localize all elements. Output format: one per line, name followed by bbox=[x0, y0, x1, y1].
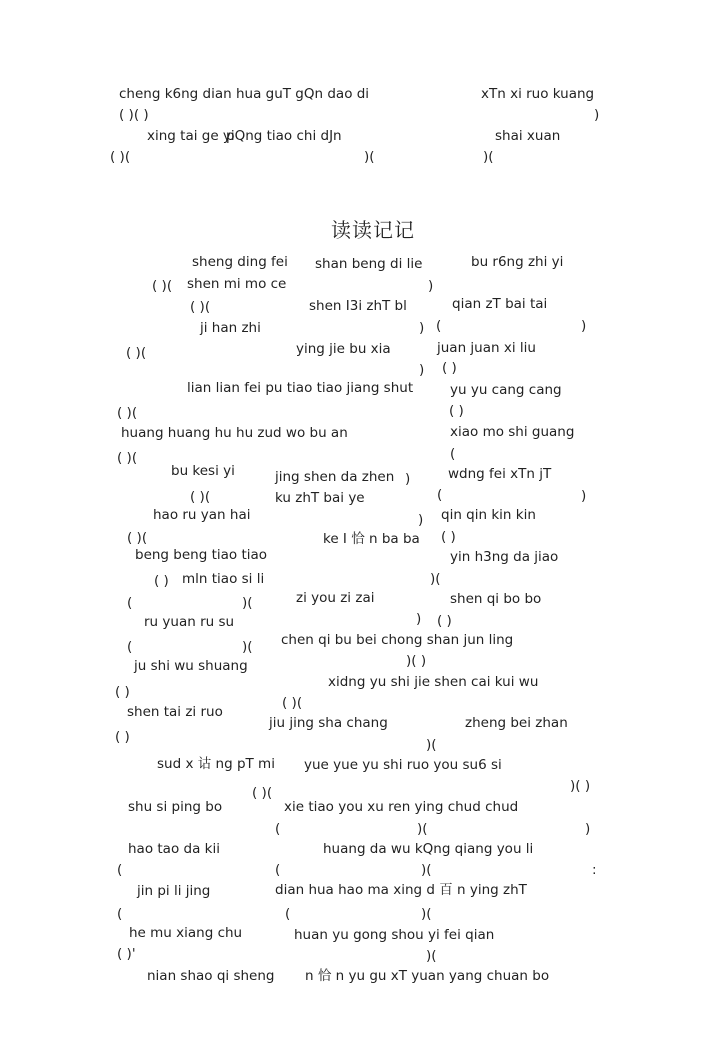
text-line: bu r6ng zhi yi bbox=[471, 254, 564, 270]
text-line: beng beng tiao tiao bbox=[135, 547, 268, 563]
text-line: huang huang hu hu zud wo bu an bbox=[121, 425, 348, 441]
text-line: zheng bei zhan bbox=[465, 715, 568, 731]
text-line: ( )( ) bbox=[119, 107, 149, 123]
text-line: ) bbox=[419, 362, 425, 378]
text-line: huang da wu kQng qiang you li bbox=[323, 841, 534, 857]
text-line: yin h3ng da jiao bbox=[450, 549, 559, 565]
text-line: ( )( bbox=[282, 695, 303, 711]
text-line: bu kesi yi bbox=[171, 463, 235, 479]
text-line: jiu jing sha chang bbox=[269, 715, 388, 731]
text-line: ( ) bbox=[154, 573, 169, 589]
text-line: shen I3i zhT bl bbox=[309, 298, 407, 314]
text-line: )( bbox=[421, 862, 432, 878]
text-line: xie tiao you xu ren ying chud chud bbox=[284, 799, 519, 815]
text-line: ( )( bbox=[190, 489, 211, 505]
text-line: )( bbox=[242, 639, 253, 655]
text-line: ( bbox=[275, 821, 281, 837]
text-line: ( ) bbox=[442, 360, 457, 376]
text-line: mln tiao si li bbox=[182, 571, 265, 587]
text-line: ( bbox=[127, 639, 133, 655]
text-line: shan beng di lie bbox=[315, 256, 423, 272]
text-line: zi you zi zai bbox=[296, 590, 375, 606]
text-line: )( ) bbox=[406, 653, 427, 669]
text-line: ) bbox=[594, 107, 600, 123]
text-line: ( )( bbox=[117, 405, 138, 421]
text-line: ( )( bbox=[117, 450, 138, 466]
text-line: he mu xiang chu bbox=[129, 925, 243, 941]
text-line: )( bbox=[430, 571, 441, 587]
text-line: )( bbox=[426, 948, 437, 964]
text-line: xing tai ge yi bbox=[147, 128, 235, 144]
text-line: : bbox=[592, 862, 597, 878]
text-line: juan juan xi liu bbox=[437, 340, 536, 356]
text-line: sud x 诂 ng pT mi bbox=[157, 756, 275, 772]
text-line: ( )( bbox=[252, 785, 273, 801]
text-line: ju shi wu shuang bbox=[134, 658, 248, 674]
text-line: dian hua hao ma xing d 百 n ying zhT bbox=[275, 882, 527, 898]
text-line: )( bbox=[417, 821, 428, 837]
text-line: ( ) bbox=[441, 529, 456, 545]
text-line: xTn xi ruo kuang bbox=[481, 86, 595, 102]
text-line: )( bbox=[426, 737, 437, 753]
text-line: ( bbox=[437, 487, 443, 503]
text-line: )( ) bbox=[570, 778, 591, 794]
text-line: ) bbox=[416, 611, 422, 627]
text-line: ) bbox=[405, 471, 411, 487]
text-line: ying jie bu xia bbox=[296, 341, 391, 357]
text-line: ) bbox=[581, 488, 587, 504]
text-line: ( ) bbox=[437, 613, 452, 629]
text-line: xiao mo shi guang bbox=[450, 424, 575, 440]
text-line: chen qi bu bei chong shan jun ling bbox=[281, 632, 514, 648]
text-line: hao ru yan hai bbox=[153, 507, 251, 523]
text-line: ( bbox=[436, 318, 442, 334]
text-line: ( )( bbox=[190, 299, 211, 315]
text-line: yue yue yu shi ruo you su6 si bbox=[304, 757, 502, 773]
text-line: shen tai zi ruo bbox=[127, 704, 223, 720]
text-line: ) bbox=[428, 278, 434, 294]
text-line: qin qin kin kin bbox=[441, 507, 536, 523]
text-line: ( ) bbox=[115, 684, 130, 700]
text-line: ( bbox=[450, 446, 456, 462]
text-line: ( )' bbox=[117, 946, 136, 962]
text-line: jin pi li jing bbox=[137, 883, 211, 899]
text-line: ( ) bbox=[115, 729, 130, 745]
text-line: )( bbox=[242, 595, 253, 611]
text-line: ( bbox=[117, 862, 123, 878]
text-line: ru yuan ru su bbox=[144, 614, 235, 630]
text-line: shai xuan bbox=[495, 128, 561, 144]
text-line: ( bbox=[117, 906, 123, 922]
text-line: shen mi mo ce bbox=[187, 276, 287, 292]
text-line: ( )( bbox=[152, 278, 173, 294]
text-line: huan yu gong shou yi fei qian bbox=[294, 927, 495, 943]
text-line: pQng tiao chi dJn bbox=[226, 128, 342, 144]
text-line: ( bbox=[285, 906, 291, 922]
text-line: lian lian fei pu tiao tiao jiang shut bbox=[187, 380, 414, 396]
text-line: ku zhT bai ye bbox=[275, 490, 365, 506]
text-line: ( ) bbox=[449, 403, 464, 419]
text-line: n 恰 n yu gu xT yuan yang chuan bo bbox=[305, 968, 550, 984]
text-line: ( bbox=[275, 862, 281, 878]
text-line: shu si ping bo bbox=[128, 799, 223, 815]
text-line: )( bbox=[421, 906, 432, 922]
text-line: jing shen da zhen bbox=[275, 469, 395, 485]
text-line: ) bbox=[418, 512, 424, 528]
text-line: ) bbox=[585, 821, 591, 837]
text-line: ke I 恰 n ba ba bbox=[323, 531, 420, 547]
text-line: qian zT bai tai bbox=[452, 296, 548, 312]
text-line: ( )( bbox=[127, 530, 148, 546]
text-line: wdng fei xTn jT bbox=[448, 466, 552, 482]
text-line: ji han zhi bbox=[200, 320, 261, 336]
text-line: ) bbox=[419, 320, 425, 336]
text-line: ( bbox=[127, 595, 133, 611]
text-line: shen qi bo bo bbox=[450, 591, 542, 607]
text-line: cheng k6ng dian hua guT gQn dao di bbox=[119, 86, 370, 102]
text-line: ( )( bbox=[110, 149, 131, 165]
text-line: )( bbox=[483, 149, 494, 165]
text-line: ( )( bbox=[126, 345, 147, 361]
text-line: )( bbox=[364, 149, 375, 165]
text-line: hao tao da kii bbox=[128, 841, 220, 857]
text-line: sheng ding fei bbox=[192, 254, 288, 270]
text-line: xidng yu shi jie shen cai kui wu bbox=[328, 674, 539, 690]
text-line: yu yu cang cang bbox=[450, 382, 562, 398]
page-title: 读读记记 bbox=[331, 218, 415, 242]
text-line: nian shao qi sheng bbox=[147, 968, 275, 984]
text-line: ) bbox=[581, 318, 587, 334]
